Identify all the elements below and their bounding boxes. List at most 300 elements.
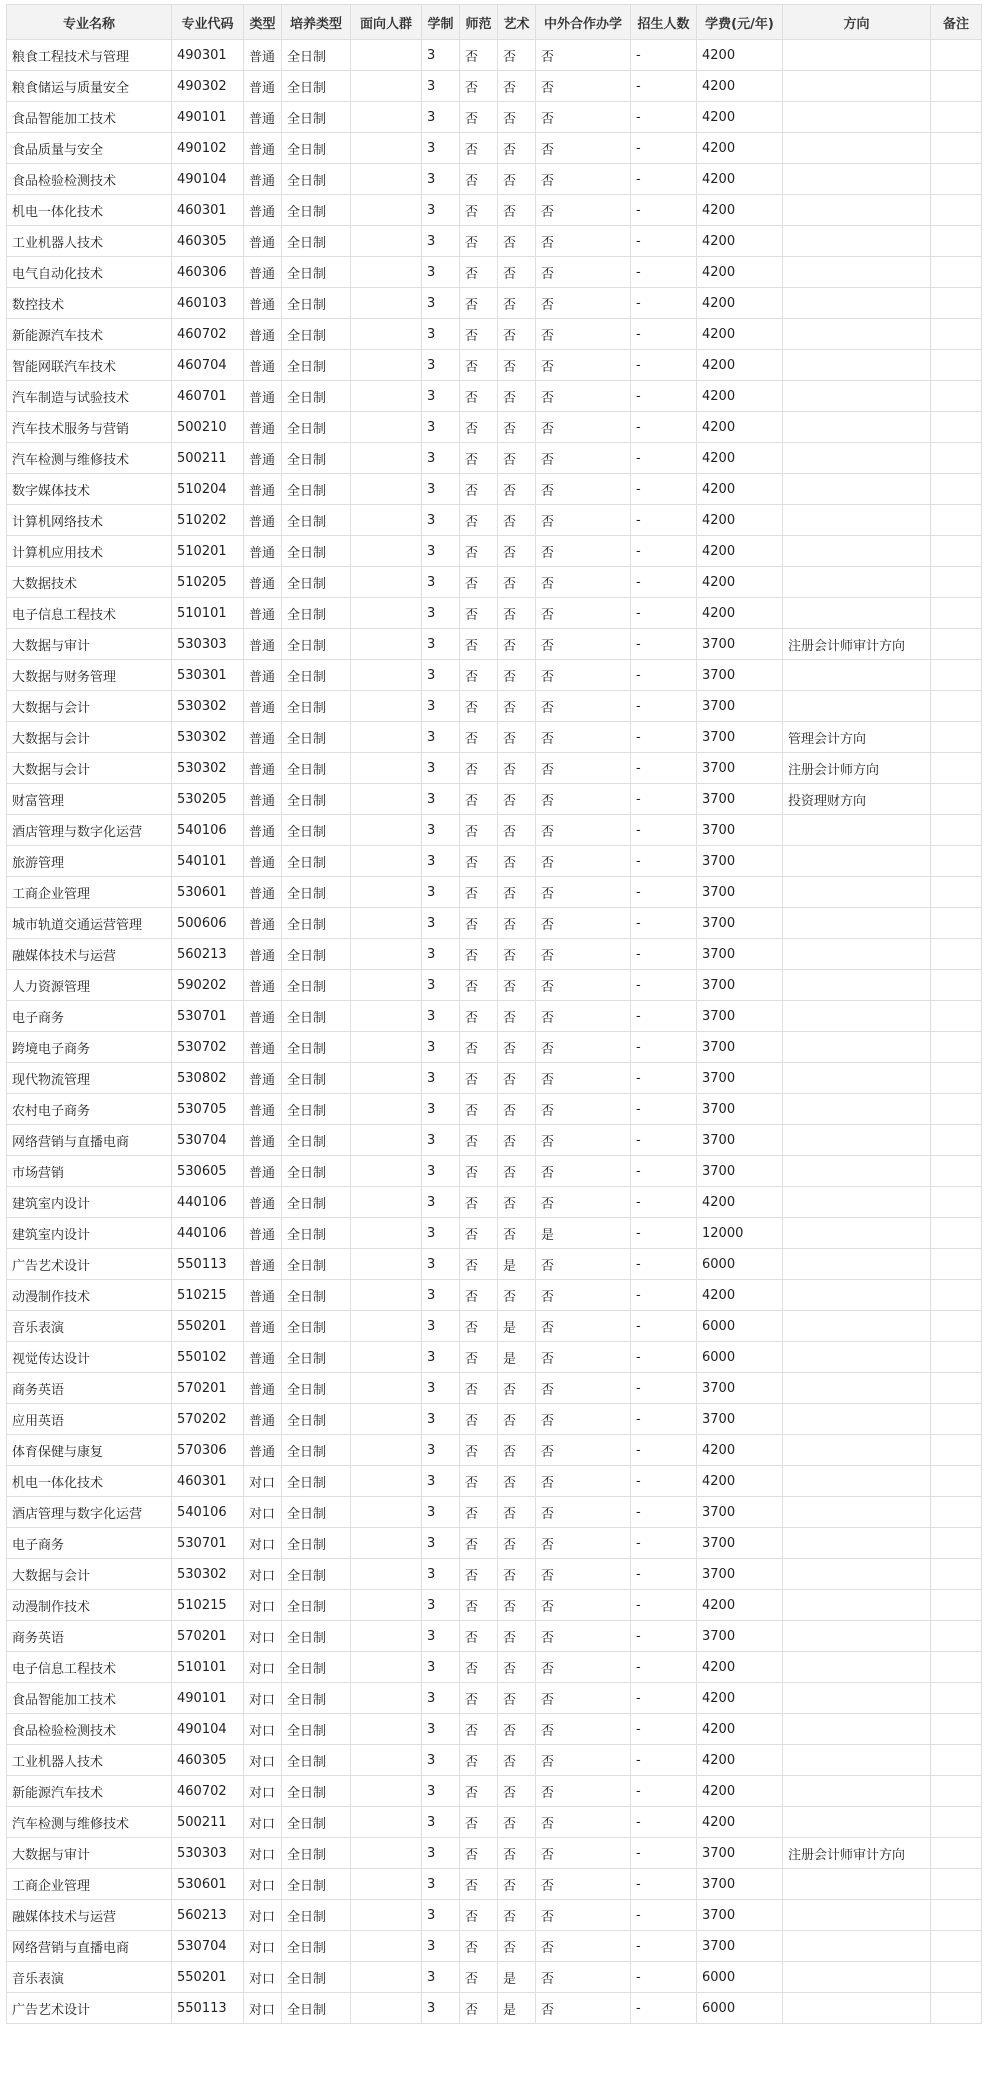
cell-enrollment: - xyxy=(631,1621,697,1652)
cell-major-code: 530303 xyxy=(172,1838,244,1869)
cell-tuition: 3700 xyxy=(697,1125,783,1156)
cell-remarks xyxy=(931,753,982,784)
cell-art: 否 xyxy=(498,908,536,939)
header-target-group: 面向人群 xyxy=(351,5,422,40)
cell-study-mode: 全日制 xyxy=(282,1900,351,1931)
cell-major-name: 数控技术 xyxy=(7,288,172,319)
cell-enrollment: - xyxy=(631,1993,697,2024)
cell-joint-program: 否 xyxy=(536,1714,631,1745)
cell-enrollment: - xyxy=(631,1280,697,1311)
cell-study-mode: 全日制 xyxy=(282,1218,351,1249)
cell-art: 是 xyxy=(498,1311,536,1342)
cell-major-name: 跨境电子商务 xyxy=(7,1032,172,1063)
cell-teacher-training: 否 xyxy=(460,1528,498,1559)
table-row xyxy=(7,1094,982,1125)
cell-joint-program: 否 xyxy=(536,1683,631,1714)
cell-teacher-training: 否 xyxy=(460,1435,498,1466)
cell-type: 普通 xyxy=(244,474,282,505)
cell-enrollment: - xyxy=(631,1063,697,1094)
table-row xyxy=(7,970,982,1001)
cell-remarks xyxy=(931,1559,982,1590)
table-row xyxy=(7,1218,982,1249)
cell-type: 普通 xyxy=(244,784,282,815)
cell-target-group xyxy=(351,1590,422,1621)
cell-art: 否 xyxy=(498,1156,536,1187)
cell-target-group xyxy=(351,1838,422,1869)
cell-remarks xyxy=(931,40,982,71)
table-row xyxy=(7,691,982,722)
cell-tuition: 4200 xyxy=(697,474,783,505)
cell-teacher-training: 否 xyxy=(460,1621,498,1652)
cell-major-name: 汽车检测与维修技术 xyxy=(7,1807,172,1838)
cell-study-mode: 全日制 xyxy=(282,1156,351,1187)
cell-teacher-training: 否 xyxy=(460,629,498,660)
cell-teacher-training: 否 xyxy=(460,970,498,1001)
cell-art: 否 xyxy=(498,1125,536,1156)
cell-major-code: 570201 xyxy=(172,1373,244,1404)
cell-tuition: 3700 xyxy=(697,722,783,753)
cell-joint-program: 否 xyxy=(536,1404,631,1435)
cell-study-mode: 全日制 xyxy=(282,412,351,443)
cell-duration: 3 xyxy=(422,133,460,164)
table-row xyxy=(7,1497,982,1528)
cell-remarks xyxy=(931,1466,982,1497)
cell-enrollment: - xyxy=(631,71,697,102)
cell-enrollment: - xyxy=(631,939,697,970)
cell-type: 普通 xyxy=(244,1218,282,1249)
cell-duration: 3 xyxy=(422,722,460,753)
cell-duration: 3 xyxy=(422,381,460,412)
cell-target-group xyxy=(351,908,422,939)
cell-study-mode: 全日制 xyxy=(282,381,351,412)
table-row xyxy=(7,1528,982,1559)
cell-major-code: 530303 xyxy=(172,629,244,660)
cell-duration: 3 xyxy=(422,1497,460,1528)
cell-major-code: 440106 xyxy=(172,1187,244,1218)
cell-target-group xyxy=(351,567,422,598)
cell-type: 普通 xyxy=(244,815,282,846)
table-row xyxy=(7,877,982,908)
cell-study-mode: 全日制 xyxy=(282,1280,351,1311)
cell-type: 普通 xyxy=(244,381,282,412)
cell-remarks xyxy=(931,1869,982,1900)
cell-major-name: 网络营销与直播电商 xyxy=(7,1931,172,1962)
cell-target-group xyxy=(351,1559,422,1590)
cell-enrollment: - xyxy=(631,1342,697,1373)
cell-type: 普通 xyxy=(244,1156,282,1187)
cell-enrollment: - xyxy=(631,1311,697,1342)
cell-art: 否 xyxy=(498,1528,536,1559)
cell-target-group xyxy=(351,877,422,908)
cell-major-code: 570201 xyxy=(172,1621,244,1652)
cell-direction xyxy=(783,1652,931,1683)
cell-type: 普通 xyxy=(244,939,282,970)
cell-remarks xyxy=(931,1404,982,1435)
cell-tuition: 3700 xyxy=(697,846,783,877)
cell-duration: 3 xyxy=(422,319,460,350)
cell-teacher-training: 否 xyxy=(460,567,498,598)
cell-enrollment: - xyxy=(631,1931,697,1962)
cell-joint-program: 否 xyxy=(536,939,631,970)
cell-duration: 3 xyxy=(422,1218,460,1249)
cell-direction xyxy=(783,350,931,381)
cell-direction xyxy=(783,288,931,319)
cell-target-group xyxy=(351,1218,422,1249)
cell-study-mode: 全日制 xyxy=(282,226,351,257)
cell-joint-program: 否 xyxy=(536,1962,631,1993)
cell-target-group xyxy=(351,753,422,784)
cell-study-mode: 全日制 xyxy=(282,1404,351,1435)
cell-remarks xyxy=(931,195,982,226)
cell-art: 否 xyxy=(498,877,536,908)
cell-study-mode: 全日制 xyxy=(282,102,351,133)
cell-duration: 3 xyxy=(422,1931,460,1962)
header-remarks: 备注 xyxy=(931,5,982,40)
cell-remarks xyxy=(931,1342,982,1373)
cell-study-mode: 全日制 xyxy=(282,257,351,288)
cell-duration: 3 xyxy=(422,443,460,474)
table-row xyxy=(7,1187,982,1218)
cell-direction xyxy=(783,1373,931,1404)
cell-target-group xyxy=(351,629,422,660)
cell-joint-program: 否 xyxy=(536,536,631,567)
table-row xyxy=(7,722,982,753)
cell-joint-program: 否 xyxy=(536,381,631,412)
cell-duration: 3 xyxy=(422,1652,460,1683)
cell-major-name: 电气自动化技术 xyxy=(7,257,172,288)
cell-major-name: 计算机网络技术 xyxy=(7,505,172,536)
cell-joint-program: 否 xyxy=(536,1621,631,1652)
cell-remarks xyxy=(931,1094,982,1125)
table-row xyxy=(7,815,982,846)
cell-study-mode: 全日制 xyxy=(282,1094,351,1125)
cell-study-mode: 全日制 xyxy=(282,722,351,753)
cell-direction xyxy=(783,1807,931,1838)
cell-direction: 投资理财方向 xyxy=(783,784,931,815)
table-row xyxy=(7,1125,982,1156)
cell-teacher-training: 否 xyxy=(460,1280,498,1311)
cell-major-name: 电子信息工程技术 xyxy=(7,1652,172,1683)
cell-type: 对口 xyxy=(244,1466,282,1497)
cell-tuition: 6000 xyxy=(697,1249,783,1280)
cell-remarks xyxy=(931,598,982,629)
cell-major-code: 590202 xyxy=(172,970,244,1001)
cell-study-mode: 全日制 xyxy=(282,567,351,598)
cell-duration: 3 xyxy=(422,629,460,660)
cell-direction xyxy=(783,1187,931,1218)
cell-teacher-training: 否 xyxy=(460,102,498,133)
cell-enrollment: - xyxy=(631,1094,697,1125)
cell-art: 否 xyxy=(498,970,536,1001)
cell-duration: 3 xyxy=(422,412,460,443)
cell-major-code: 490104 xyxy=(172,164,244,195)
cell-duration: 3 xyxy=(422,1745,460,1776)
cell-tuition: 4200 xyxy=(697,1807,783,1838)
cell-tuition: 4200 xyxy=(697,1466,783,1497)
table-row xyxy=(7,195,982,226)
cell-teacher-training: 否 xyxy=(460,1900,498,1931)
header-teacher-training: 师范 xyxy=(460,5,498,40)
cell-type: 普通 xyxy=(244,1125,282,1156)
cell-teacher-training: 否 xyxy=(460,691,498,722)
cell-target-group xyxy=(351,1342,422,1373)
cell-duration: 3 xyxy=(422,1714,460,1745)
cell-duration: 3 xyxy=(422,1435,460,1466)
cell-tuition: 6000 xyxy=(697,1311,783,1342)
cell-major-name: 农村电子商务 xyxy=(7,1094,172,1125)
cell-teacher-training: 否 xyxy=(460,815,498,846)
cell-direction xyxy=(783,846,931,877)
cell-tuition: 4200 xyxy=(697,164,783,195)
cell-art: 否 xyxy=(498,1931,536,1962)
cell-remarks xyxy=(931,691,982,722)
cell-direction: 注册会计师方向 xyxy=(783,753,931,784)
cell-major-name: 大数据与会计 xyxy=(7,753,172,784)
cell-art: 否 xyxy=(498,1683,536,1714)
cell-duration: 3 xyxy=(422,1311,460,1342)
cell-art: 否 xyxy=(498,939,536,970)
header-major-code: 专业代码 xyxy=(172,5,244,40)
cell-enrollment: - xyxy=(631,722,697,753)
cell-target-group xyxy=(351,195,422,226)
cell-target-group xyxy=(351,474,422,505)
cell-major-name: 汽车技术服务与营销 xyxy=(7,412,172,443)
cell-study-mode: 全日制 xyxy=(282,784,351,815)
cell-joint-program: 否 xyxy=(536,102,631,133)
cell-joint-program: 否 xyxy=(536,815,631,846)
cell-enrollment: - xyxy=(631,412,697,443)
cell-type: 对口 xyxy=(244,1962,282,1993)
cell-tuition: 3700 xyxy=(697,877,783,908)
cell-tuition: 4200 xyxy=(697,536,783,567)
cell-major-code: 540106 xyxy=(172,815,244,846)
cell-duration: 3 xyxy=(422,102,460,133)
cell-study-mode: 全日制 xyxy=(282,1466,351,1497)
table-row xyxy=(7,505,982,536)
cell-type: 普通 xyxy=(244,1187,282,1218)
cell-remarks xyxy=(931,846,982,877)
cell-duration: 3 xyxy=(422,536,460,567)
cell-art: 否 xyxy=(498,474,536,505)
cell-direction xyxy=(783,40,931,71)
cell-art: 否 xyxy=(498,1218,536,1249)
cell-duration: 3 xyxy=(422,1094,460,1125)
cell-type: 普通 xyxy=(244,660,282,691)
cell-direction xyxy=(783,536,931,567)
cell-major-name: 食品检验检测技术 xyxy=(7,164,172,195)
cell-type: 普通 xyxy=(244,1311,282,1342)
cell-joint-program: 否 xyxy=(536,350,631,381)
cell-enrollment: - xyxy=(631,1559,697,1590)
cell-teacher-training: 否 xyxy=(460,722,498,753)
cell-major-code: 530302 xyxy=(172,1559,244,1590)
cell-type: 普通 xyxy=(244,598,282,629)
cell-teacher-training: 否 xyxy=(460,1683,498,1714)
cell-major-name: 大数据与审计 xyxy=(7,629,172,660)
cell-study-mode: 全日制 xyxy=(282,350,351,381)
cell-study-mode: 全日制 xyxy=(282,1590,351,1621)
table-row xyxy=(7,1962,982,1993)
cell-joint-program: 否 xyxy=(536,691,631,722)
cell-major-name: 融媒体技术与运营 xyxy=(7,939,172,970)
cell-major-code: 560213 xyxy=(172,1900,244,1931)
cell-tuition: 6000 xyxy=(697,1993,783,2024)
cell-direction: 注册会计师审计方向 xyxy=(783,1838,931,1869)
cell-study-mode: 全日制 xyxy=(282,598,351,629)
cell-direction xyxy=(783,1528,931,1559)
cell-tuition: 4200 xyxy=(697,1714,783,1745)
cell-study-mode: 全日制 xyxy=(282,1032,351,1063)
cell-enrollment: - xyxy=(631,908,697,939)
header-major-name: 专业名称 xyxy=(7,5,172,40)
cell-direction xyxy=(783,939,931,970)
table-row xyxy=(7,1373,982,1404)
cell-direction xyxy=(783,1435,931,1466)
cell-duration: 3 xyxy=(422,164,460,195)
cell-remarks xyxy=(931,1001,982,1032)
cell-major-name: 机电一体化技术 xyxy=(7,1466,172,1497)
table-row xyxy=(7,133,982,164)
cell-joint-program: 否 xyxy=(536,1497,631,1528)
cell-tuition: 4200 xyxy=(697,1187,783,1218)
table-row xyxy=(7,1466,982,1497)
cell-art: 否 xyxy=(498,1652,536,1683)
cell-major-name: 财富管理 xyxy=(7,784,172,815)
cell-enrollment: - xyxy=(631,1249,697,1280)
cell-enrollment: - xyxy=(631,1001,697,1032)
cell-major-name: 旅游管理 xyxy=(7,846,172,877)
cell-art: 否 xyxy=(498,443,536,474)
cell-enrollment: - xyxy=(631,443,697,474)
cell-teacher-training: 否 xyxy=(460,1342,498,1373)
cell-target-group xyxy=(351,1063,422,1094)
cell-tuition: 4200 xyxy=(697,598,783,629)
cell-joint-program: 否 xyxy=(536,319,631,350)
cell-remarks xyxy=(931,1714,982,1745)
cell-enrollment: - xyxy=(631,1125,697,1156)
table-row xyxy=(7,536,982,567)
cell-joint-program: 否 xyxy=(536,660,631,691)
cell-major-code: 530702 xyxy=(172,1032,244,1063)
cell-direction xyxy=(783,505,931,536)
cell-direction xyxy=(783,1218,931,1249)
cell-target-group xyxy=(351,846,422,877)
cell-art: 否 xyxy=(498,1745,536,1776)
cell-teacher-training: 否 xyxy=(460,1218,498,1249)
cell-art: 否 xyxy=(498,1559,536,1590)
cell-major-name: 汽车检测与维修技术 xyxy=(7,443,172,474)
cell-enrollment: - xyxy=(631,1187,697,1218)
cell-enrollment: - xyxy=(631,195,697,226)
table-row xyxy=(7,567,982,598)
cell-target-group xyxy=(351,1807,422,1838)
cell-target-group xyxy=(351,722,422,753)
cell-major-code: 510204 xyxy=(172,474,244,505)
cell-type: 对口 xyxy=(244,1900,282,1931)
cell-enrollment: - xyxy=(631,846,697,877)
cell-enrollment: - xyxy=(631,815,697,846)
cell-tuition: 4200 xyxy=(697,1683,783,1714)
table-row xyxy=(7,1807,982,1838)
cell-major-code: 460704 xyxy=(172,350,244,381)
cell-type: 普通 xyxy=(244,443,282,474)
cell-major-name: 电子信息工程技术 xyxy=(7,598,172,629)
cell-teacher-training: 否 xyxy=(460,1094,498,1125)
cell-type: 对口 xyxy=(244,1776,282,1807)
table-row xyxy=(7,288,982,319)
cell-direction xyxy=(783,908,931,939)
table-row xyxy=(7,443,982,474)
cell-major-name: 食品智能加工技术 xyxy=(7,102,172,133)
table-row xyxy=(7,1156,982,1187)
cell-enrollment: - xyxy=(631,1497,697,1528)
cell-study-mode: 全日制 xyxy=(282,753,351,784)
cell-enrollment: - xyxy=(631,1869,697,1900)
cell-remarks xyxy=(931,1125,982,1156)
cell-art: 否 xyxy=(498,1063,536,1094)
cell-type: 普通 xyxy=(244,505,282,536)
cell-major-name: 城市轨道交通运营管理 xyxy=(7,908,172,939)
cell-direction xyxy=(783,1683,931,1714)
cell-teacher-training: 否 xyxy=(460,908,498,939)
cell-enrollment: - xyxy=(631,1218,697,1249)
cell-type: 对口 xyxy=(244,1590,282,1621)
cell-remarks xyxy=(931,1063,982,1094)
cell-joint-program: 否 xyxy=(536,722,631,753)
cell-type: 普通 xyxy=(244,1280,282,1311)
table-row xyxy=(7,598,982,629)
cell-teacher-training: 否 xyxy=(460,1993,498,2024)
cell-type: 普通 xyxy=(244,753,282,784)
header-enrollment: 招生人数 xyxy=(631,5,697,40)
cell-major-code: 500211 xyxy=(172,1807,244,1838)
cell-tuition: 4200 xyxy=(697,1435,783,1466)
cell-major-name: 食品智能加工技术 xyxy=(7,1683,172,1714)
cell-major-name: 食品检验检测技术 xyxy=(7,1714,172,1745)
cell-study-mode: 全日制 xyxy=(282,474,351,505)
cell-duration: 3 xyxy=(422,1528,460,1559)
cell-major-code: 510202 xyxy=(172,505,244,536)
cell-type: 普通 xyxy=(244,102,282,133)
cell-major-code: 510215 xyxy=(172,1280,244,1311)
cell-tuition: 4200 xyxy=(697,226,783,257)
cell-remarks xyxy=(931,722,982,753)
cell-enrollment: - xyxy=(631,567,697,598)
cell-art: 否 xyxy=(498,1590,536,1621)
cell-target-group xyxy=(351,660,422,691)
cell-study-mode: 全日制 xyxy=(282,1776,351,1807)
cell-tuition: 3700 xyxy=(697,1373,783,1404)
cell-type: 普通 xyxy=(244,908,282,939)
cell-target-group xyxy=(351,505,422,536)
cell-direction xyxy=(783,1063,931,1094)
cell-teacher-training: 否 xyxy=(460,536,498,567)
cell-major-name: 大数据与审计 xyxy=(7,1838,172,1869)
cell-duration: 3 xyxy=(422,1125,460,1156)
cell-study-mode: 全日制 xyxy=(282,1497,351,1528)
cell-target-group xyxy=(351,1869,422,1900)
cell-remarks xyxy=(931,1156,982,1187)
cell-joint-program: 否 xyxy=(536,1311,631,1342)
table-row xyxy=(7,1590,982,1621)
cell-remarks xyxy=(931,1683,982,1714)
cell-remarks xyxy=(931,412,982,443)
cell-teacher-training: 否 xyxy=(460,1745,498,1776)
cell-type: 普通 xyxy=(244,722,282,753)
cell-duration: 3 xyxy=(422,908,460,939)
cell-joint-program: 否 xyxy=(536,288,631,319)
cell-tuition: 4200 xyxy=(697,350,783,381)
